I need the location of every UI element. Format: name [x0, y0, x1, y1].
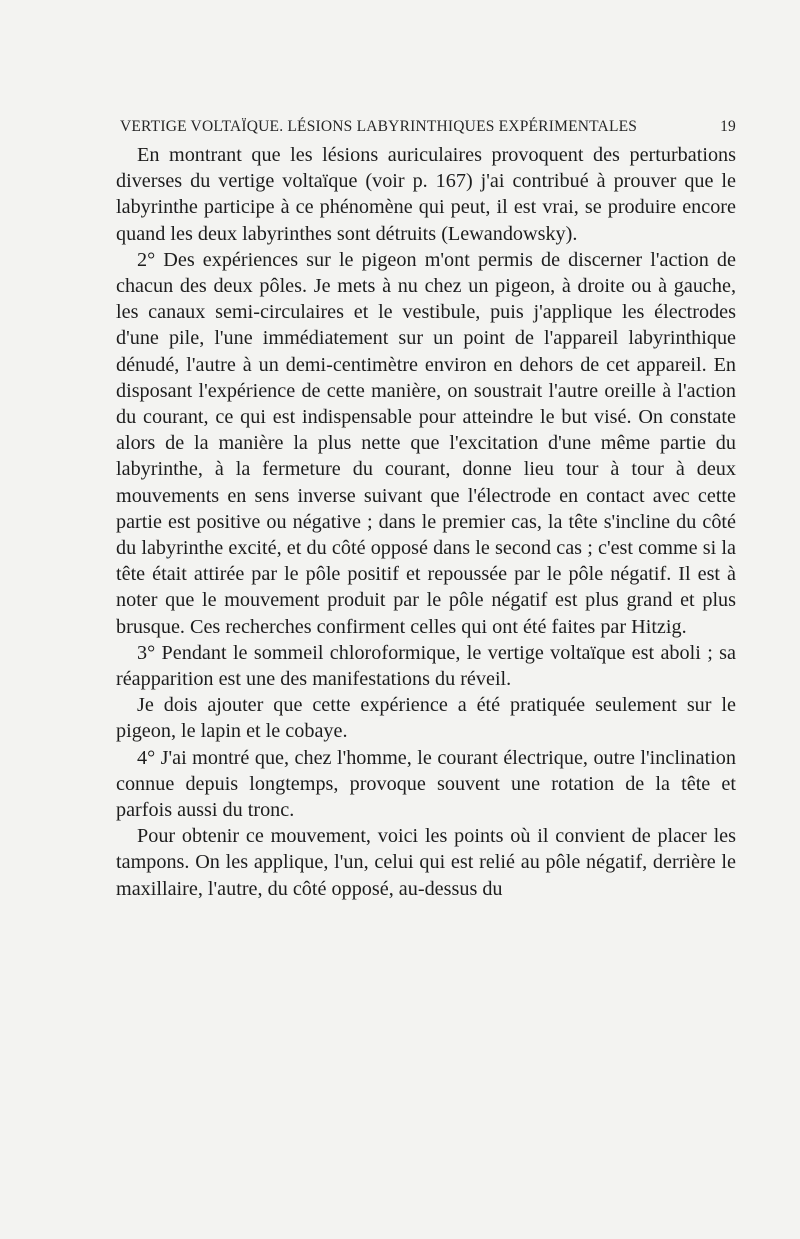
body-text [116, 142, 736, 902]
running-title: VERTIGE VOLTAÏQUE. LÉSIONS LABYRINTHIQUES EXPÉRIMENTALES [120, 118, 638, 135]
paragraph: 2° Des expériences sur le pigeon m'ont permis de discerner l'action de chacun des deux pôles. Je mets à nu chez un pigeon, à droite ou à gauche, les canaux semi-circulaires et le vestibule, puis j'applique les électrodes d'une pile, l'une immédiatement sur un point de l'appareil labyrinthique dénudé, l'autre à un demi-centimètre environ en dehors de cet appareil. En disposant l'expérience de cette manière, on soustrait l'autre oreille à l'action du courant, ce qui est indispensable pour atteindre le but visé. On constate alors de la manière la plus nette que l'excitation d'une même partie du labyrinthe, à la fermeture du courant, donne lieu tour à tour à deux mouvements en sens inverse suivant que l'électrode en contact avec cette partie est positive ou négative ; dans le premier cas, la tête s'incline du côté du labyrinthe excité, et du côté opposé dans le second cas ; c'est comme si la tête était attirée par le pôle positif et repoussée par le pôle négatif. Il est à noter que le mouvement produit par le pôle négatif est plus grand et plus brusque. Ces recherches confirment celles qui ont été faites par Hitzig. [116, 248, 736, 638]
paragraph: 4° J'ai montré que, chez l'homme, le courant électrique, outre l'inclination connue depuis longtemps, provoque souvent une rotation de la tête et parfois aussi du tronc. [116, 746, 736, 822]
paragraph: 3° Pendant le sommeil chloroformique, le vertige voltaïque est aboli ; sa réapparition est une des manifestations du réveil. [116, 641, 736, 691]
page-number: 19 [720, 118, 736, 135]
paragraph: Je dois ajouter que cette expérience a été pratiquée seulement sur le pigeon, le lapin et le cobaye. [116, 694, 736, 743]
paragraph: En montrant que les lésions auriculaires provoquent des perturbations diverses du vertige voltaïque (voir p. 167) j'ai contribué à prouver que le labyrinthe participe à ce phénomène qui peut, il est vrai, se produire encore quand les deux labyrinthes sont détruits (Lewandowsky). [116, 144, 736, 245]
running-head [108, 118, 736, 140]
paragraph: Pour obtenir ce mouvement, voici les points où il convient de placer les tampons. On les applique, l'un, celui qui est relié au pôle négatif, derrière le maxillaire, l'autre, du côté opposé, au-dessus du [116, 825, 736, 900]
